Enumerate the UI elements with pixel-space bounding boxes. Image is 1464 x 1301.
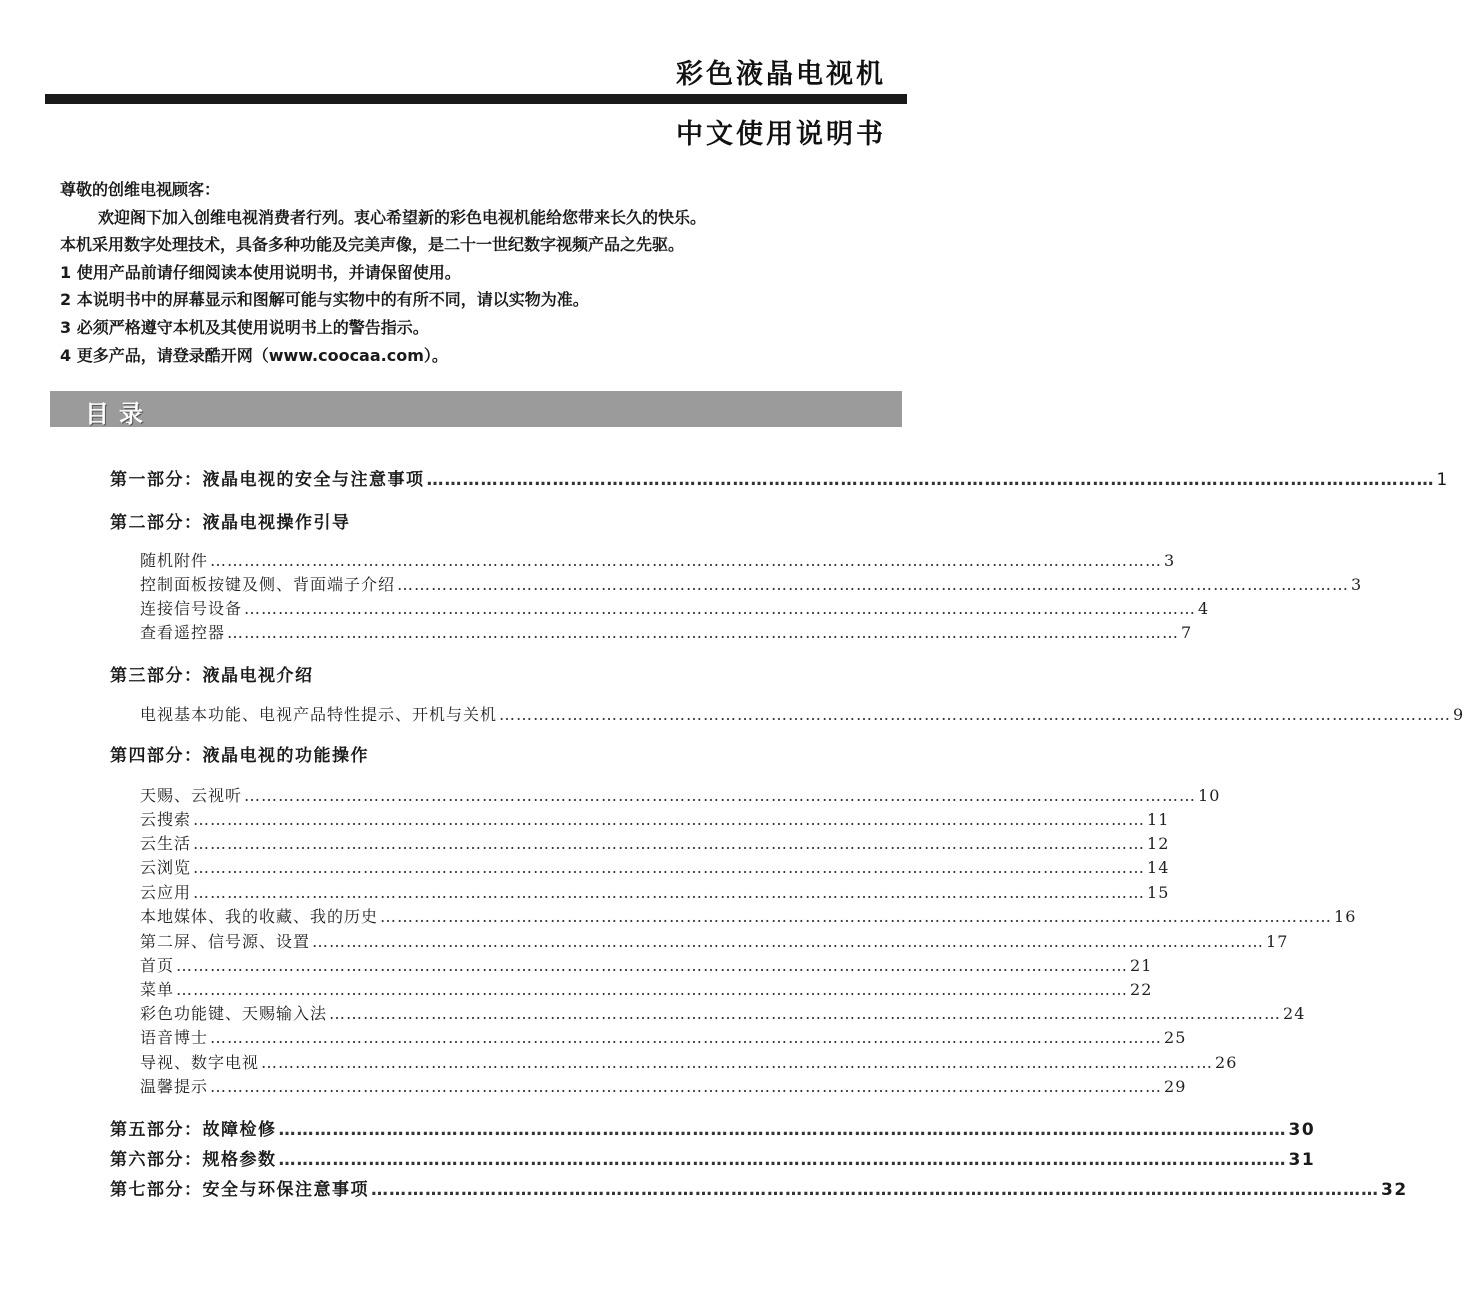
leader-dots: …………………………………………………………………………………………………………………………………………………… <box>210 1028 1163 1047</box>
leader-dots: …………………………………………………………………………………………………………………………………………………… <box>176 956 1129 975</box>
toc-part-1 <box>110 465 1449 490</box>
note-item: 1 使用产品前请仔细阅读本使用说明书，并请保留使用。 <box>60 262 461 282</box>
toc-page-number: 1 <box>1436 470 1449 490</box>
toc-part-3 <box>110 661 314 686</box>
toc-item-title: 查看遥控器 <box>140 623 226 642</box>
toc-item <box>140 831 1170 854</box>
toc-page-number: 21 <box>1130 956 1153 975</box>
toc-item-title: 语音博士 <box>140 1028 209 1047</box>
toc-page-number: 29 <box>1164 1077 1187 1096</box>
leader-dots: …………………………………………………………………………………………………………………………………………………… <box>397 575 1350 594</box>
note-item: 4 更多产品，请登录酷开网（www.coocaa.com）。 <box>60 345 448 365</box>
toc-item <box>140 1025 1187 1048</box>
toc-part-title: 第七部分：安全与环保注意事项 <box>110 1180 369 1200</box>
toc-page-number: 15 <box>1147 883 1170 902</box>
toc-item <box>140 1001 1306 1024</box>
toc-item-title: 天赐、云视听 <box>140 786 243 805</box>
toc-item-title: 电视基本功能、电视产品特性提示、开机与关机 <box>140 705 498 724</box>
leader-dots: …………………………………………………………………………………………………………………………………………………… <box>426 470 1435 490</box>
toc-item <box>140 620 1193 643</box>
leader-dots: …………………………………………………………………………………………………………………………………………………… <box>329 1004 1282 1023</box>
toc-part-4 <box>110 741 369 766</box>
toc-page-number: 31 <box>1288 1150 1316 1170</box>
toc-page-number: 3 <box>1351 575 1363 594</box>
leader-dots: …………………………………………………………………………………………………………………………………………………… <box>176 980 1129 999</box>
toc-item-title: 控制面板按键及侧、背面端子介绍 <box>140 575 396 594</box>
toc-item-title: 连接信号设备 <box>140 599 243 618</box>
leader-dots: …………………………………………………………………………………………………………………………………………………… <box>278 1120 1287 1140</box>
leader-dots: …………………………………………………………………………………………………………………………………………………… <box>312 932 1265 951</box>
leader-dots: …………………………………………………………………………………………………………………………………………………… <box>261 1053 1214 1072</box>
toc-item-title: 云应用 <box>140 883 192 902</box>
toc-heading: 目录 <box>85 400 153 428</box>
toc-item-title: 云搜索 <box>140 810 192 829</box>
toc-part-title: 第三部分：液晶电视介绍 <box>110 666 314 686</box>
leader-dots: …………………………………………………………………………………………………………………………………………………… <box>278 1150 1287 1170</box>
toc-item <box>140 702 1464 725</box>
toc-item-title: 随机附件 <box>140 551 209 570</box>
toc-item-title: 彩色功能键、天赐输入法 <box>140 1004 328 1023</box>
toc-part-5 <box>110 1115 1316 1140</box>
toc-item-title: 菜单 <box>140 980 175 999</box>
toc-item-title: 云浏览 <box>140 858 192 877</box>
toc-item <box>140 783 1221 806</box>
toc-part-2 <box>110 508 351 533</box>
welcome-text: 欢迎阁下加入创维电视消费者行列。衷心希望新的彩色电视机能给您带来长久的快乐。 <box>98 207 707 227</box>
toc-item <box>140 572 1363 595</box>
toc-page-number: 22 <box>1130 980 1153 999</box>
toc-page-number: 11 <box>1147 810 1170 829</box>
leader-dots: …………………………………………………………………………………………………………………………………………………… <box>371 1180 1379 1200</box>
toc-page-number: 9 <box>1453 705 1464 724</box>
toc-page-number: 26 <box>1215 1053 1238 1072</box>
toc-page-number: 17 <box>1266 932 1289 951</box>
toc-item-title: 首页 <box>140 956 175 975</box>
leader-dots: …………………………………………………………………………………………………………………………………………………… <box>193 883 1146 902</box>
leader-dots: …………………………………………………………………………………………………………………………………………………… <box>193 858 1146 877</box>
leader-dots: …………………………………………………………………………………………………………………………………………………… <box>244 599 1197 618</box>
note-item: 3 必须严格遵守本机及其使用说明书上的警告指示。 <box>60 317 429 337</box>
leader-dots: …………………………………………………………………………………………………………………………………………………… <box>244 786 1197 805</box>
greeting: 尊敬的创维电视顾客： <box>60 180 221 199</box>
toc-item <box>140 977 1153 1000</box>
toc-item-title: 本地媒体、我的收藏、我的历史 <box>140 907 379 926</box>
toc-page-number: 24 <box>1283 1004 1306 1023</box>
header-divider <box>45 94 907 104</box>
toc-item <box>140 1074 1187 1097</box>
toc-item-title: 云生活 <box>140 834 192 853</box>
toc-part-title: 第六部分：规格参数 <box>110 1150 277 1170</box>
leader-dots: …………………………………………………………………………………………………………………………………………………… <box>210 1077 1163 1096</box>
header-subtitle: 中文使用说明书 <box>676 119 886 150</box>
toc-item <box>140 548 1176 571</box>
toc-part-title: 第五部分：故障检修 <box>110 1120 277 1140</box>
toc-page-number: 16 <box>1334 907 1357 926</box>
tech-text: 本机采用数字处理技术，具备多种功能及完美声像，是二十一世纪数字视频产品之先驱。 <box>60 235 685 255</box>
toc-item <box>140 880 1170 903</box>
leader-dots: …………………………………………………………………………………………………………………………………………………… <box>499 705 1452 724</box>
leader-dots: …………………………………………………………………………………………………………………………………………………… <box>193 810 1146 829</box>
toc-item <box>140 855 1170 878</box>
toc-item <box>140 1050 1238 1073</box>
toc-page-number: 12 <box>1147 834 1170 853</box>
toc-item <box>140 904 1357 927</box>
toc-item <box>140 807 1170 830</box>
toc-banner <box>50 391 902 427</box>
leader-dots: …………………………………………………………………………………………………………………………………………………… <box>193 834 1146 853</box>
toc-part-title: 第一部分：液晶电视的安全与注意事项 <box>110 470 425 490</box>
note-item: 2 本说明书中的屏幕显示和图解可能与实物中的有所不同，请以实物为准。 <box>60 290 589 310</box>
leader-dots: …………………………………………………………………………………………………………………………………………………… <box>380 907 1333 926</box>
toc-part-title: 第二部分：液晶电视操作引导 <box>110 513 351 533</box>
toc-part-7 <box>110 1175 1408 1200</box>
toc-page-number: 7 <box>1181 623 1193 642</box>
toc-item <box>140 953 1153 976</box>
toc-page-number: 3 <box>1164 551 1176 570</box>
toc-part-6 <box>110 1145 1316 1170</box>
toc-part-title: 第四部分：液晶电视的功能操作 <box>110 746 369 766</box>
toc-item-title: 第二屏、信号源、设置 <box>140 932 311 951</box>
leader-dots: …………………………………………………………………………………………………………………………………………………… <box>210 551 1163 570</box>
toc-item-title: 温馨提示 <box>140 1077 209 1096</box>
toc-page-number: 30 <box>1288 1120 1316 1140</box>
toc-item <box>140 929 1289 952</box>
toc-page-number: 32 <box>1381 1180 1408 1200</box>
header-title: 彩色液晶电视机 <box>676 59 886 90</box>
intro-section <box>60 176 900 369</box>
toc-page-number: 14 <box>1147 858 1170 877</box>
toc-item-title: 导视、数字电视 <box>140 1053 260 1072</box>
toc-page-number: 25 <box>1164 1028 1187 1047</box>
toc-item <box>140 596 1210 619</box>
leader-dots: …………………………………………………………………………………………………………………………………………………… <box>227 623 1180 642</box>
toc-page-number: 10 <box>1198 786 1221 805</box>
toc-page-number: 4 <box>1198 599 1210 618</box>
